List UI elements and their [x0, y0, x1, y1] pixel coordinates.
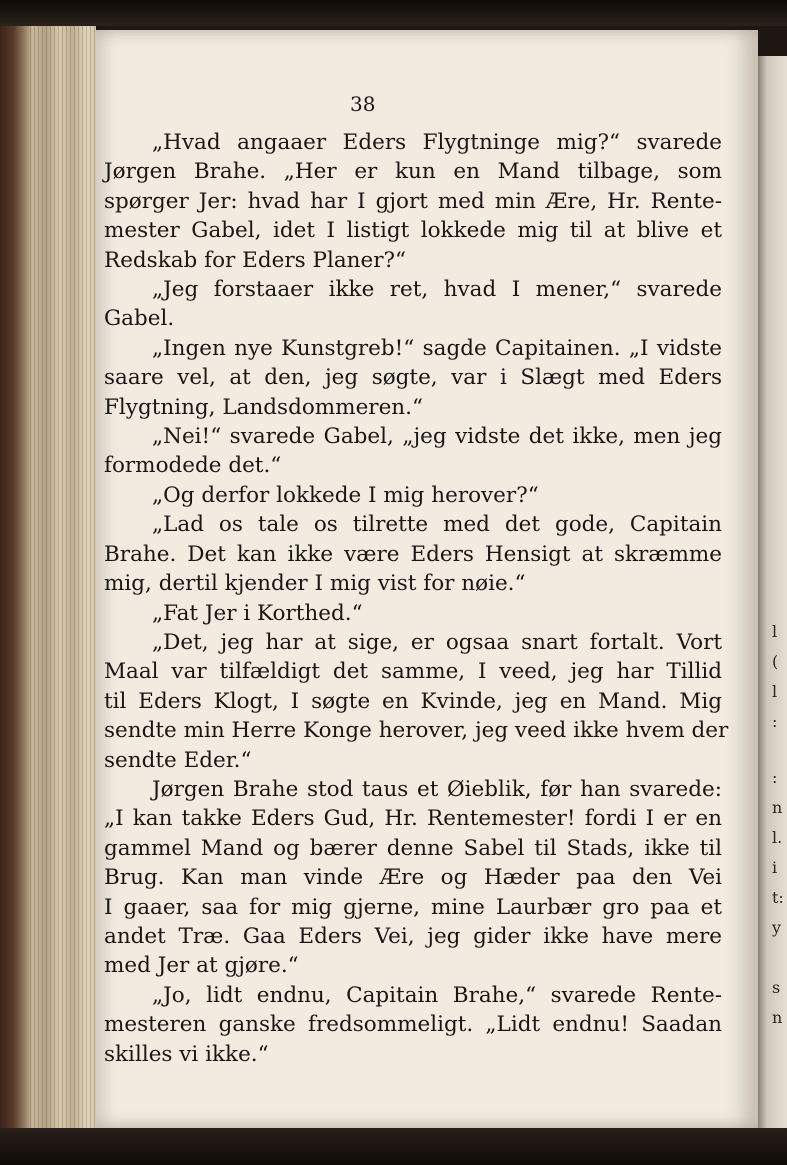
text-line: mester Gabel, idet I listigt lokkede mig til at blive et [104, 218, 722, 244]
text-line: mig, dertil kjender I mig vist for nøie.“ [104, 571, 526, 597]
text-line: saare vel, at den, jeg søgte, var i Slægt med Eders [104, 365, 722, 391]
text-line: sendte Eder.“ [104, 747, 252, 773]
next-page-fragment: l [772, 622, 778, 641]
text-line: Jørgen Brahe. „Her er kun en Mand tilbage, som [104, 159, 722, 185]
text-line: „Jo, lidt endnu, Capitain Brahe,“ svarede Rente- [152, 982, 722, 1008]
page-number: 38 [350, 92, 376, 116]
text-line: Jørgen Brahe stod taus et Øieblik, før han svarede: [152, 776, 722, 802]
text-line: „Jeg forstaaer ikke ret, hvad I mener,“ svarede [152, 277, 722, 303]
next-page-fragment: y [772, 918, 782, 937]
text-line: Maal var tilfældigt det samme, I veed, jeg har Tillid [104, 659, 722, 685]
next-page-fragment: l [772, 682, 778, 701]
next-page-fragment: n [772, 1008, 783, 1027]
body-text [104, 128, 729, 1069]
text-line: andet Træ. Gaa Eders Vei, jeg gider ikke have mere [104, 923, 722, 949]
text-line: til Eders Klogt, I søgte en Kvinde, jeg en Mand. Mig [104, 688, 722, 714]
text-line: Redskab for Eders Planer?“ [104, 247, 407, 273]
text-line: „Det, jeg har at sige, er ogsaa snart fortalt. Vort [152, 629, 722, 655]
text-line: „Hvad angaaer Eders Flygtninge mig?“ svarede [152, 130, 722, 155]
text-line: „I kan takke Eders Gud, Hr. Rentemester! fordi I er en [104, 806, 722, 832]
next-page-fragment: t: [772, 888, 784, 907]
text-line: I gaaer, saa for mig gjerne, mine Laurbær gro paa et [104, 894, 722, 920]
text-line: Brahe. Det kan ikke være Eders Hensigt at skræmme [104, 541, 722, 567]
next-page-fragment: n [772, 798, 783, 817]
text-line: med Jer at gjøre.“ [104, 953, 299, 979]
text-line: spørger Jer: hvad har I gjort med min Ære, Hr. Rente- [104, 188, 722, 214]
book-page-edges [0, 26, 96, 1128]
text-line: „Nei!“ svarede Gabel, „jeg vidste det ikke, men jeg [152, 424, 722, 450]
next-page-fragment: ( [772, 652, 779, 671]
next-page-edge [758, 56, 787, 1128]
next-page-fragment: s [772, 978, 781, 997]
text-line: „Lad os tale os tilrette med det gode, Capitain [152, 512, 722, 538]
next-page-fragment: l. [772, 828, 783, 847]
bottom-background-band [0, 1128, 787, 1165]
text-line: sendte min Herre Konge herover, jeg veed ikke hvem der [104, 718, 729, 744]
text-line: formodede det.“ [104, 453, 282, 479]
next-page-fragment: : [772, 712, 778, 731]
text-line: mesteren ganske fredsommeligt. „Lidt endnu! Saadan [104, 1012, 722, 1038]
text-line: Flygtning, Landsdommeren.“ [104, 394, 423, 420]
text-line: skilles vi ikke.“ [104, 1041, 269, 1067]
text-line: gammel Mand og bærer denne Sabel til Stads, ikke til [104, 835, 722, 861]
text-line: „Og derfor lokkede I mig herover?“ [152, 482, 539, 508]
text-line: „Fat Jer i Korthed.“ [152, 600, 363, 626]
text-line: „Ingen nye Kunstgreb!“ sagde Capitainen. „I vidste [152, 335, 722, 361]
text-line: Gabel. [104, 306, 175, 332]
top-background-band [0, 0, 787, 26]
text-line: Brug. Kan man vinde Ære og Hæder paa den Vei [104, 865, 722, 891]
next-page-fragment: : [772, 768, 778, 787]
next-page-fragment: i [772, 858, 778, 877]
